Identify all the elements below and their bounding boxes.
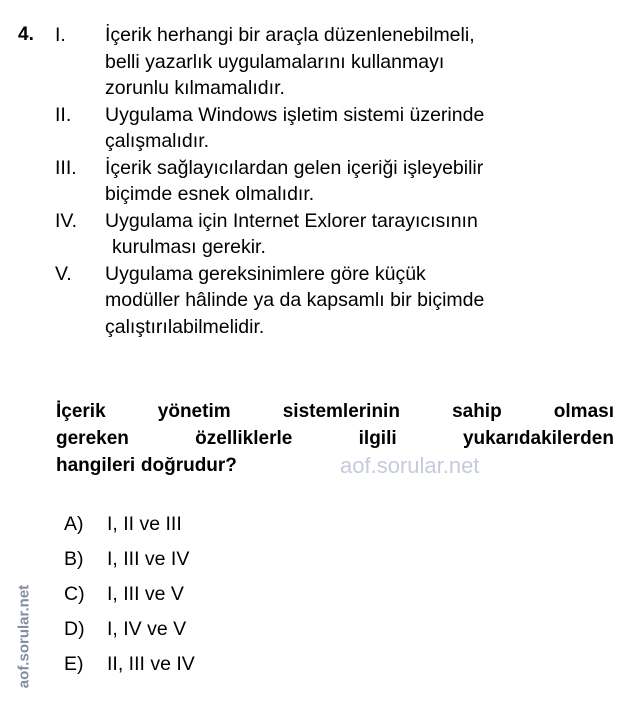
statement-numeral: I. [55,24,66,46]
statement-text [105,102,630,155]
question-number: 4. [18,24,34,45]
answer-option-e[interactable] [64,647,464,682]
answer-option-a[interactable] [64,507,464,542]
statement-numeral: III. [55,156,77,179]
prompt-word: özelliklerle [195,428,293,449]
statement-line: İçerik sağlayıcılardan gelen içeriği işleyebilir [105,156,484,179]
statement-line: çalıştırılabilmelidir. [105,315,265,338]
statement-line: Uygulama gereksinimlere göre küçük [105,262,426,285]
statement-text [105,155,630,208]
prompt-word: hangileri [56,455,136,476]
prompt-line [56,425,614,452]
statement-line: İçerik herhangi bir araçla düzenlenebilmeli, [105,24,475,46]
statement-numeral: V. [55,262,72,285]
prompt-line [56,398,614,425]
statement-item [55,102,630,155]
statement-item [55,208,630,261]
statement-line: çalışmalıdır. [105,130,210,152]
statement-item [55,261,630,341]
statement-line: zorunlu kılmamalıdır. [105,77,285,99]
statement-line: modüller hâlinde ya da kapsamlı bir biçimde [105,289,485,311]
statement-line: belli yazarlık uygulamalarını kullanmayı [105,50,445,73]
answer-option-d[interactable] [64,612,464,647]
prompt-word: ilgili [358,428,397,449]
statement-list [55,22,630,340]
prompt-word: sahip [452,401,502,422]
prompt-word: gereken [56,428,129,449]
option-text: I, IV ve V [107,618,187,640]
option-text: I, III ve V [107,583,184,605]
option-letter: A) [64,513,84,535]
option-letter: D) [64,618,85,640]
option-text: I, III ve IV [107,548,190,570]
inline-watermark: aof.sorular.net [340,453,480,478]
statement-numeral: II. [55,103,72,126]
statement-text [105,208,630,261]
answer-option-c[interactable] [64,577,464,612]
statement-item [55,22,630,102]
prompt-word: olması [553,401,614,422]
prompt-word: yönetim [157,401,231,422]
prompt-word: yukarıdakilerden [462,428,614,449]
option-letter: E) [64,653,84,675]
prompt-word: doğrudur? [140,455,237,476]
vertical-watermark: aof.sorular.net [15,584,33,689]
statement-numeral: IV. [55,209,78,232]
question-prompt [56,398,614,479]
option-text: II, III ve IV [107,653,195,675]
statement-item [55,155,630,208]
prompt-word: sistemlerinin [282,401,400,422]
statement-line: kurulması gerekir. [112,236,266,258]
statement-text [105,22,630,102]
answer-option-b[interactable] [64,542,464,577]
option-letter: C) [64,583,85,605]
answer-options [64,507,464,682]
prompt-line [56,452,614,479]
prompt-word: İçerik [56,401,106,422]
statement-line: Uygulama için Internet Exlorer tarayıcısının [105,209,478,232]
option-letter: B) [64,548,84,570]
statement-line: Uygulama Windows işletim sistemi üzerinde [105,103,485,126]
statement-text [105,261,630,341]
statement-line: biçimde esnek olmalıdır. [105,183,315,205]
option-text: I, II ve III [107,513,182,535]
